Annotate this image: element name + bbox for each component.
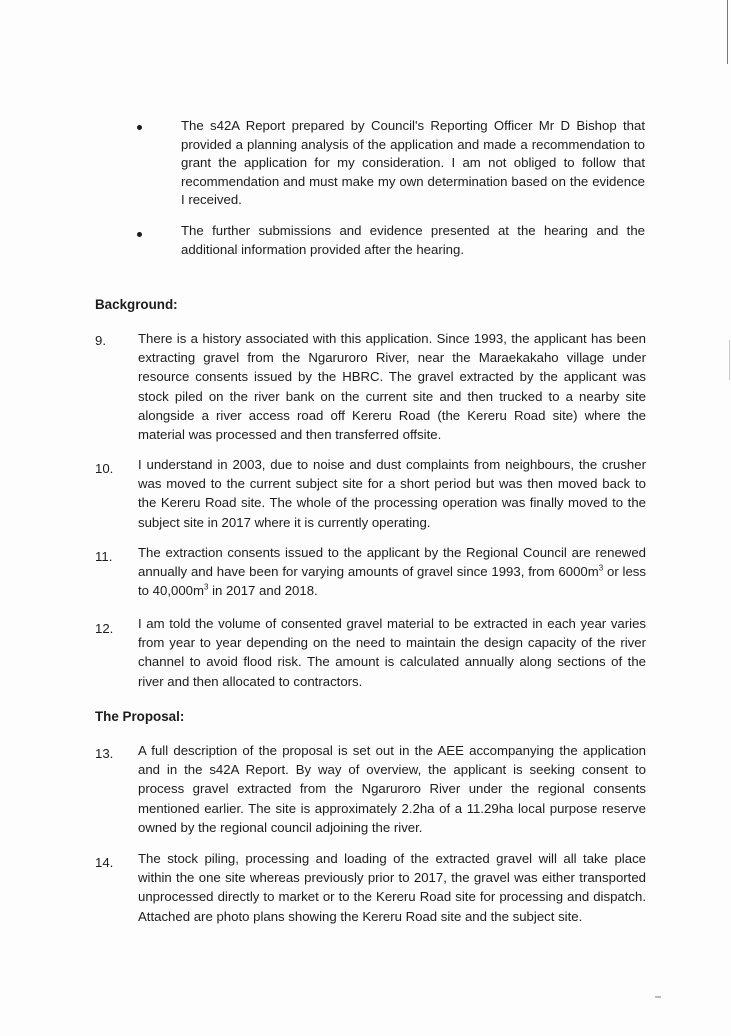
paragraph-text: There is a history associated with this application. Since 1993, the applicant has been extracting gravel from the Ngaruroro River, near the Maraekakaho village under resource consents issued by the HBRC. The gravel extracted by the applicant was stock piled on the river bank on the current site and then trucked to a nearby site alongside a river access road off Kereru Road (the Kereru Road site) where the material was processed and then transferred offsite. [138,331,646,443]
paragraph-text: A full description of the proposal is set out in the AEE accompanying the application and in the s42A Report. By way of overview, the applicant is seeking consent to process gravel extracted from the Ngaruroro River under the regional consents mentioned earlier. The site is approximately 2.2ha of a 11.29ha local purpose reserve owned by the regional council adjoining the river. [138,743,646,835]
bullet-text: The further submissions and evidence presented at the hearing and the additional information provided after the hearing. [181,223,645,257]
paragraph-text-part: or less to 40,000m [138,564,646,599]
scan-edge-line [727,0,728,64]
superscript: 3 [598,563,604,573]
paragraph-number: 10. [95,461,114,476]
paragraph-text-part: The extraction consents issued to the applicant by the Regional Council are renewed annually and have been for varying amounts of gravel since 1993, from 6000m [138,545,646,580]
section-heading-proposal: The Proposal: [95,709,185,724]
bullet-icon [137,125,142,130]
paragraph-text-part: in 2017 and 2018. [208,583,318,599]
paragraph-number: 12. [95,621,114,636]
paragraph-text [138,543,646,601]
superscript: 3 [203,583,209,593]
bullet-icon [137,232,142,237]
paragraph-number: 11. [95,549,113,564]
bullet-text: The s42A Report prepared by Council's Reporting Officer Mr D Bishop that provided a planning analysis of the application and made a recommendation to grant the application for my consideration. I am not obliged to follow that recommendation and must make my own determination based on the evidence I received. [181,118,645,208]
paragraph-number: 9. [95,333,106,348]
section-heading-background: Background: [95,297,178,312]
paragraph-number: 14. [95,855,114,870]
scan-edge-line [729,340,730,380]
paragraph-text: I am told the volume of consented gravel material to be extracted in each year varies from year to year depending on the need to maintain the design capacity of the river channel to avoid flood risk. The amount is calculated annually along sections of the river and then allocated to contractors. [138,616,646,689]
paragraph-number: 13. [95,746,114,761]
scan-mark [655,996,661,998]
paragraph-text: I understand in 2003, due to noise and dust complaints from neighbours, the crusher was moved to the current subject site for a short period but was then moved back to the Kereru Road site. The whole of the processing operation was finally moved to the subject site in 2017 where it is currently operating. [138,457,646,530]
paragraph-text: The stock piling, processing and loading of the extracted gravel will all take place within the one site whereas previously prior to 2017, the gravel was either transported unprocessed directly to market or to the Kereru Road site for processing and dispatch. Attached are photo plans showing the Kereru Road site and the subject site. [138,851,646,924]
